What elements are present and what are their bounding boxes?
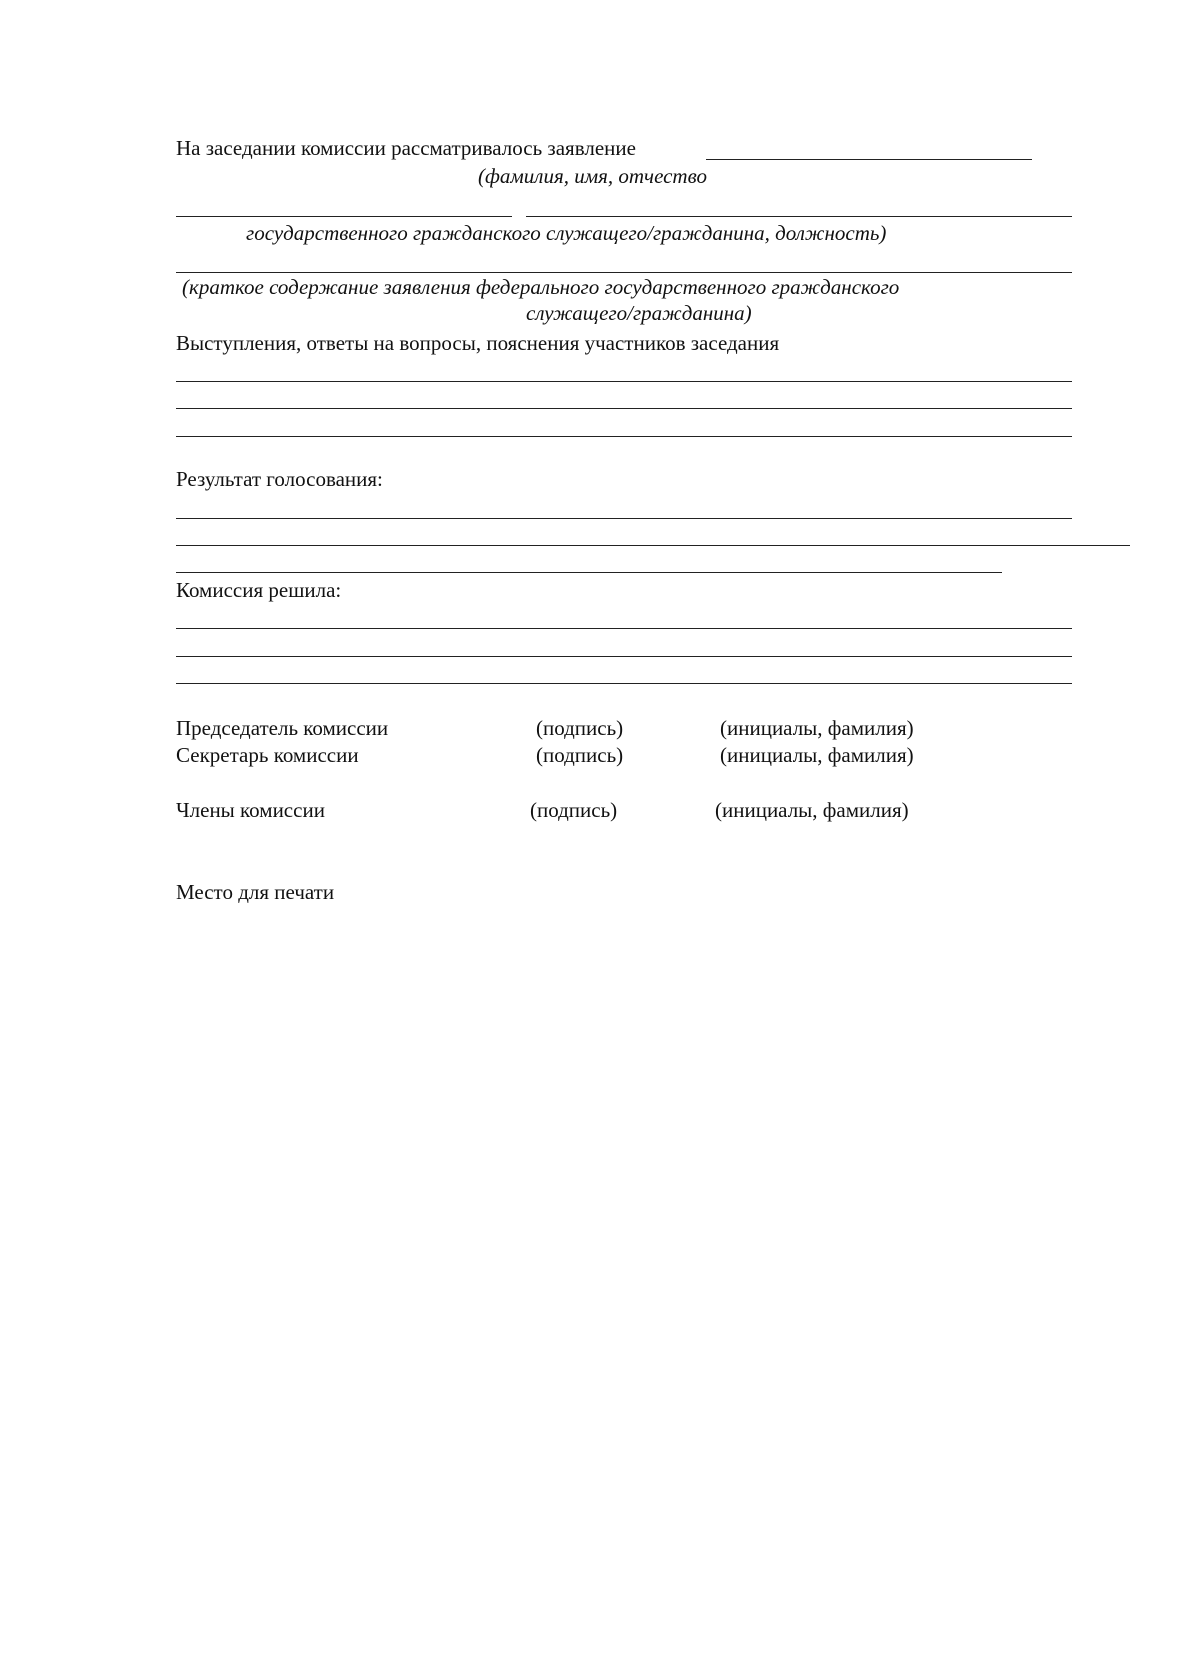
secretary-role: Секретарь комиссии [176,743,359,767]
voting-line-3 [176,572,1002,573]
hint-summary-2: служащего/гражданина) [526,301,752,325]
speeches-line-1 [176,381,1072,382]
summary-line [176,272,1072,273]
secretary-sign: (подпись) [536,743,624,767]
chairman-role: Председатель комиссии [176,716,389,740]
hint-summary-1: (краткое содержание заявления федерального государственного гражданского [182,275,900,299]
applicant-line-2b [526,216,1072,217]
decision-line-1 [176,628,1072,629]
hint-name: (фамилия, имя, отчество [478,164,707,188]
decision-line-2 [176,656,1072,657]
speeches-label: Выступления, ответы на вопросы, пояснения участников заседания [176,331,780,355]
secretary-name: (инициалы, фамилия) [720,743,914,767]
voting-line-1 [176,518,1072,519]
stamp-place: Место для печати [176,880,335,904]
decision-label: Комиссия решила: [176,578,342,602]
chairman-name: (инициалы, фамилия) [720,716,914,740]
speeches-line-3 [176,436,1072,437]
members-name: (инициалы, фамилия) [715,798,909,822]
members-sign: (подпись) [530,798,618,822]
hint-position: государственного гражданского служащего/гражданина, должность) [246,221,887,245]
voting-label: Результат голосования: [176,467,383,491]
speeches-line-2 [176,408,1072,409]
applicant-line-2a [176,216,512,217]
voting-line-2 [176,545,1130,546]
decision-line-3 [176,683,1072,684]
chairman-sign: (подпись) [536,716,624,740]
applicant-name-line [706,159,1032,160]
statement-intro: На заседании комиссии рассматривалось заявление [176,136,636,160]
members-role: Члены комиссии [176,798,325,822]
